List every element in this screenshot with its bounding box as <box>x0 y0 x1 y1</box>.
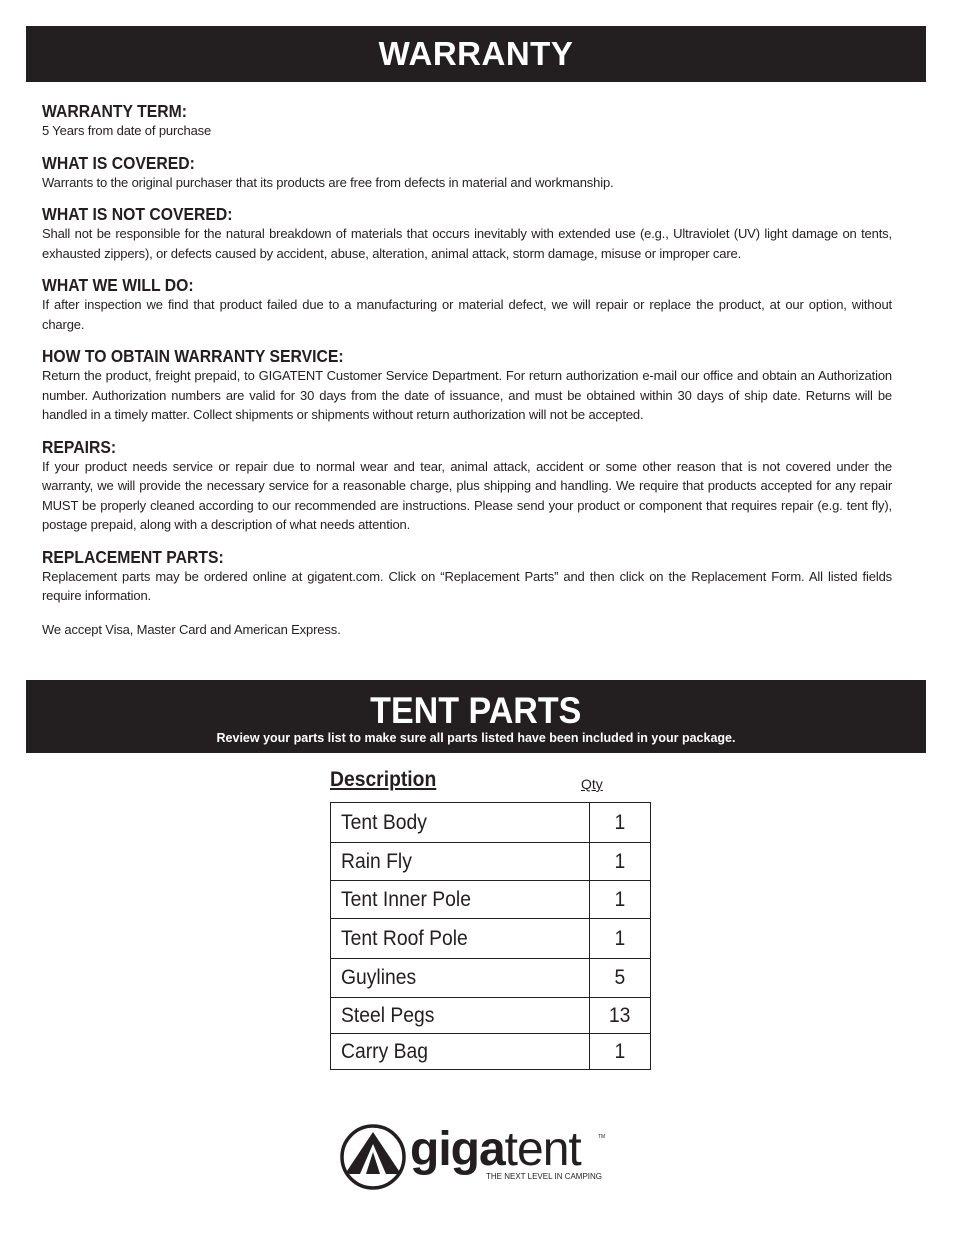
section-body: If after inspection we find that product failed due to a manufacturing or material defect, we will repair or replace the product, at our option, without charge. <box>42 297 892 332</box>
part-qty-cell <box>590 843 651 881</box>
warranty-section-term <box>42 101 892 141</box>
tent-parts-subtitle: Review your parts list to make sure all parts listed have been included in your package. <box>216 731 736 745</box>
qty-header: Qty <box>581 776 603 792</box>
part-qty: 1 <box>614 1039 626 1063</box>
section-body: If your product needs service or repair due to normal wear and tear, animal attack, accident or some other reason that is not covered under the warranty, we will provide the necessary service for a reasonable charge, plus shipping and handling. We require that products accepted for any repair MUST be properly cleaned according to our recommended are instructions. Please send your product or component that requires repair (e.g. tent fly), postage prepaid, along with a description of what needs attention. <box>42 458 892 532</box>
logo-trademark: TM <box>598 1134 606 1140</box>
logo-brand-bold: giga <box>410 1123 505 1176</box>
section-body: Return the product, freight prepaid, to GIGATENT Customer Service Department. For return authorization e-mail our office and obtain an Authorization number. Authorization numbers are valid for 30 days from the date of issuance, and must be obtained within 30 days of ship date. Returns will be handled in a timely matter. Collect shipments or shipments without return authorization will not be accepted. <box>42 368 892 422</box>
part-name: Rain Fly <box>341 849 412 873</box>
parts-table-header <box>330 768 640 798</box>
warranty-section-not-covered <box>42 204 892 263</box>
table-row <box>331 881 651 919</box>
part-name-cell <box>331 959 590 998</box>
warranty-section-service <box>42 346 892 425</box>
part-qty-cell <box>590 959 651 998</box>
table-row <box>331 1034 651 1070</box>
section-heading: WHAT IS NOT COVERED: <box>42 204 233 224</box>
part-name: Tent Inner Pole <box>341 887 471 911</box>
table-row <box>331 803 651 843</box>
part-name-cell <box>331 919 590 959</box>
section-heading: WHAT IS COVERED: <box>42 152 195 173</box>
parts-table <box>330 802 651 1070</box>
gigatent-logo <box>340 1122 610 1192</box>
warranty-section-what-we-do <box>42 275 892 334</box>
part-name-cell <box>331 1034 590 1070</box>
part-name: Steel Pegs <box>341 1003 435 1027</box>
part-qty: 1 <box>614 810 626 834</box>
table-row <box>331 959 651 998</box>
section-heading: REPLACEMENT PARTS: <box>42 546 224 567</box>
part-qty-cell <box>590 919 651 959</box>
table-row <box>331 843 651 881</box>
part-qty: 1 <box>614 849 626 873</box>
part-name: Guylines <box>341 966 417 989</box>
part-qty: 1 <box>614 926 626 950</box>
part-qty-cell <box>590 881 651 919</box>
payments-note: We accept Visa, Master Card and American Express. <box>42 621 341 637</box>
section-heading: HOW TO OBTAIN WARRANTY SERVICE: <box>42 346 344 366</box>
section-body: Shall not be responsible for the natural breakdown of materials that occurs inevitably with extended use (e.g., Ultraviolet (UV) light damage on tents, exhausted zippers), or defects caused by accident, abuse, alteration, animal attack, storm damage, misuse or improper care. <box>42 226 892 261</box>
part-name-cell <box>331 998 590 1034</box>
warranty-section-repairs <box>42 437 892 535</box>
logo-brand-light: tent <box>504 1123 581 1176</box>
warranty-content <box>42 101 892 639</box>
part-qty: 1 <box>614 887 626 911</box>
part-name-cell <box>331 843 590 881</box>
table-row <box>331 919 651 959</box>
section-heading: WHAT WE WILL DO: <box>42 275 194 295</box>
part-qty-cell <box>590 1034 651 1070</box>
part-name: Carry Bag <box>341 1039 428 1063</box>
warranty-title: WARRANTY <box>378 35 574 72</box>
section-body: 5 Years from date of purchase <box>42 123 212 138</box>
part-name: Tent Body <box>341 810 427 834</box>
logo-tagline: THE NEXT LEVEL IN CAMPING <box>486 1172 603 1181</box>
tent-mountain-logo-icon <box>340 1124 406 1190</box>
part-qty-cell <box>590 998 651 1034</box>
part-qty-cell <box>590 803 651 843</box>
part-name: Tent Roof Pole <box>341 926 468 950</box>
logo-wordmark <box>410 1124 581 1176</box>
section-body: Replacement parts may be ordered online at gigatent.com. Click on “Replacement Parts” and then click on the Replacement Form. All listed fields require information. <box>42 568 892 603</box>
part-name-cell <box>331 803 590 843</box>
part-qty: 13 <box>609 1003 631 1027</box>
tent-parts-title: TENT PARTS <box>370 690 582 731</box>
table-row <box>331 998 651 1034</box>
part-name-cell <box>331 881 590 919</box>
tent-parts-banner <box>26 680 926 753</box>
part-qty: 5 <box>614 966 626 989</box>
section-heading: REPAIRS: <box>42 436 117 457</box>
section-body: Warrants to the original purchaser that its products are free from defects in material and workmanship. <box>42 174 614 190</box>
warranty-banner <box>26 26 926 82</box>
warranty-section-covered <box>42 153 892 193</box>
section-heading: WARRANTY TERM: <box>42 101 187 121</box>
description-header: Description <box>330 768 437 791</box>
warranty-section-replacement-parts <box>42 547 892 606</box>
